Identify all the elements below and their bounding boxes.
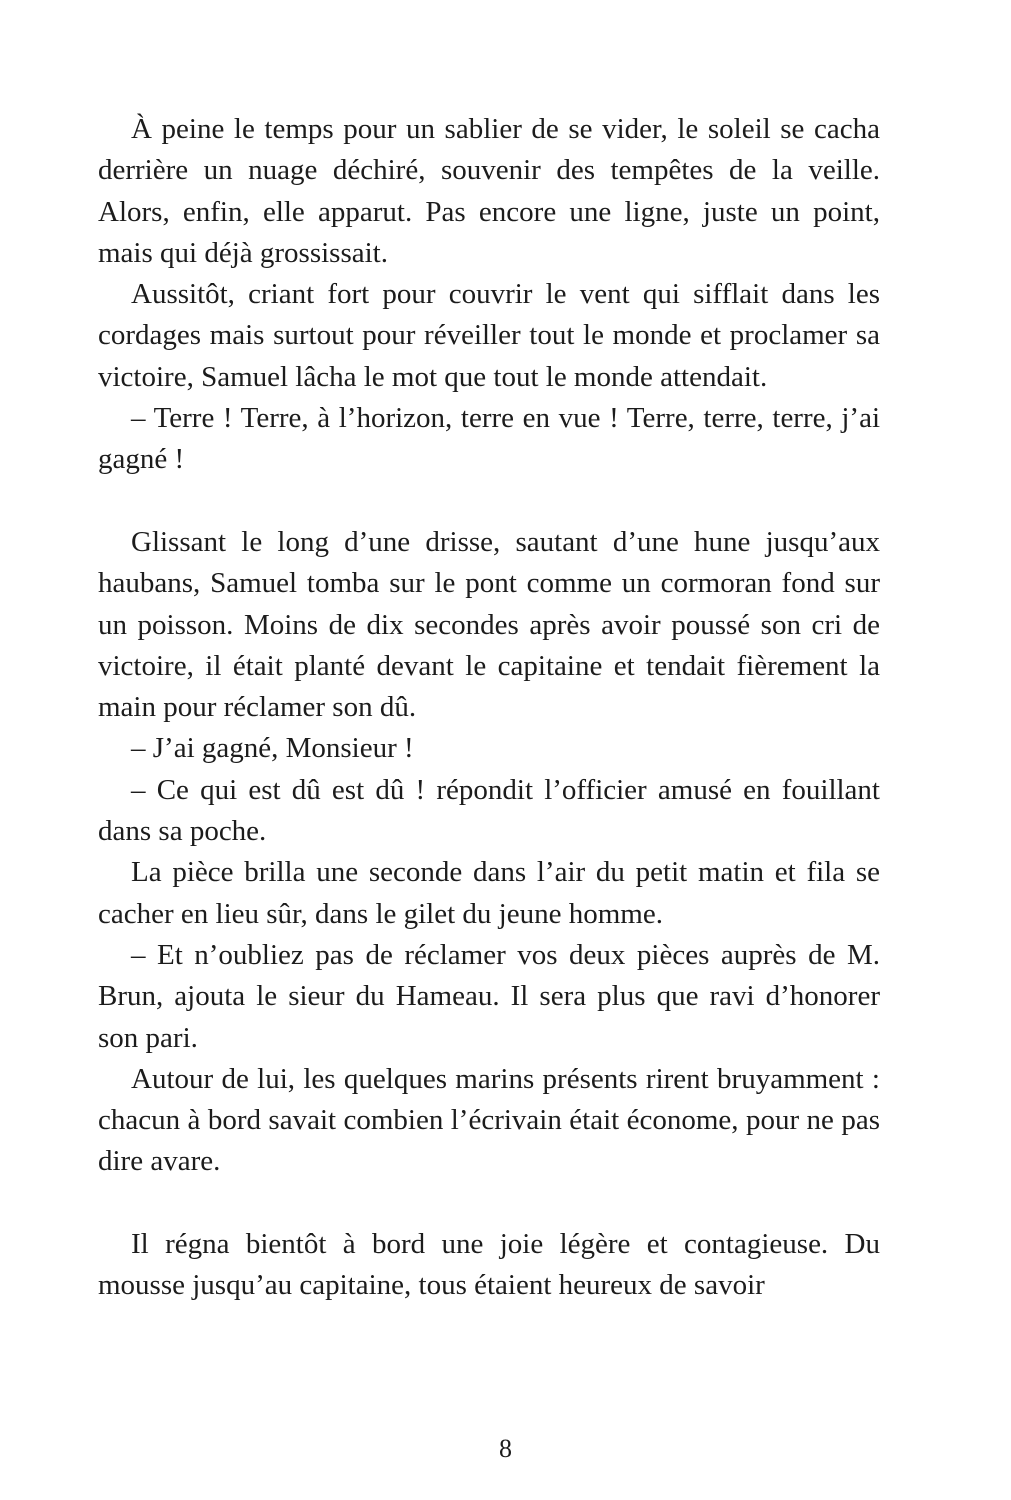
paragraph-10: Il régna bientôt à bord une joie légère et contagieuse. Du mousse jusqu’au capitaine, tous étaient heureux de savoir — [98, 1228, 880, 1302]
paragraph-2: Aussitôt, criant fort pour couvrir le vent qui sifflait dans les cordages mais surtout pour réveiller tout le monde et proclamer sa victoire, Samuel lâcha le mot que tout le monde attendait. — [98, 278, 880, 393]
paragraph-9: Autour de lui, les quelques marins présents rirent bruyamment : chacun à bord savait combien l’écrivain était économe, pour ne pas dire avare. — [98, 1062, 880, 1178]
page-number: 8 — [499, 1434, 512, 1463]
paragraph-4: Glissant le long d’une drisse, sautant d’une hune jusqu’aux haubans, Samuel tomba sur le pont comme un cormoran fond sur un poisson. Moins de dix secondes après avoir poussé son cri de victoire, il était planté devant le capitaine et tendait fièrement la main pour réclamer son dû. — [98, 525, 880, 724]
paragraph-8: – Et n’oubliez pas de réclamer vos deux pièces auprès de M. Brun, ajouta le sieur du Hameau. Il sera plus que ravi d’honorer son pari. — [98, 938, 880, 1054]
paragraph-1: À peine le temps pour un sablier de se vider, le soleil se cacha derrière un nuage déchiré, souvenir des tempêtes de la veille. Alors, enfin, elle apparut. Pas encore une ligne, juste un point, mais qui déjà grossissait. — [98, 113, 880, 269]
paragraph-6: – Ce qui est dû est dû ! répondit l’officier amusé en fouillant dans sa poche. — [98, 773, 880, 848]
body-text — [98, 109, 880, 1307]
paragraph-5: – J’ai gagné, Monsieur ! — [131, 732, 414, 765]
paragraph-3: – Terre ! Terre, à l’horizon, terre en vue ! Terre, terre, terre, j’ai gagné ! — [98, 402, 880, 476]
paragraph-7: La pièce brilla une seconde dans l’air du petit matin et fila se cacher en lieu sûr, dans le gilet du jeune homme. — [98, 856, 880, 930]
